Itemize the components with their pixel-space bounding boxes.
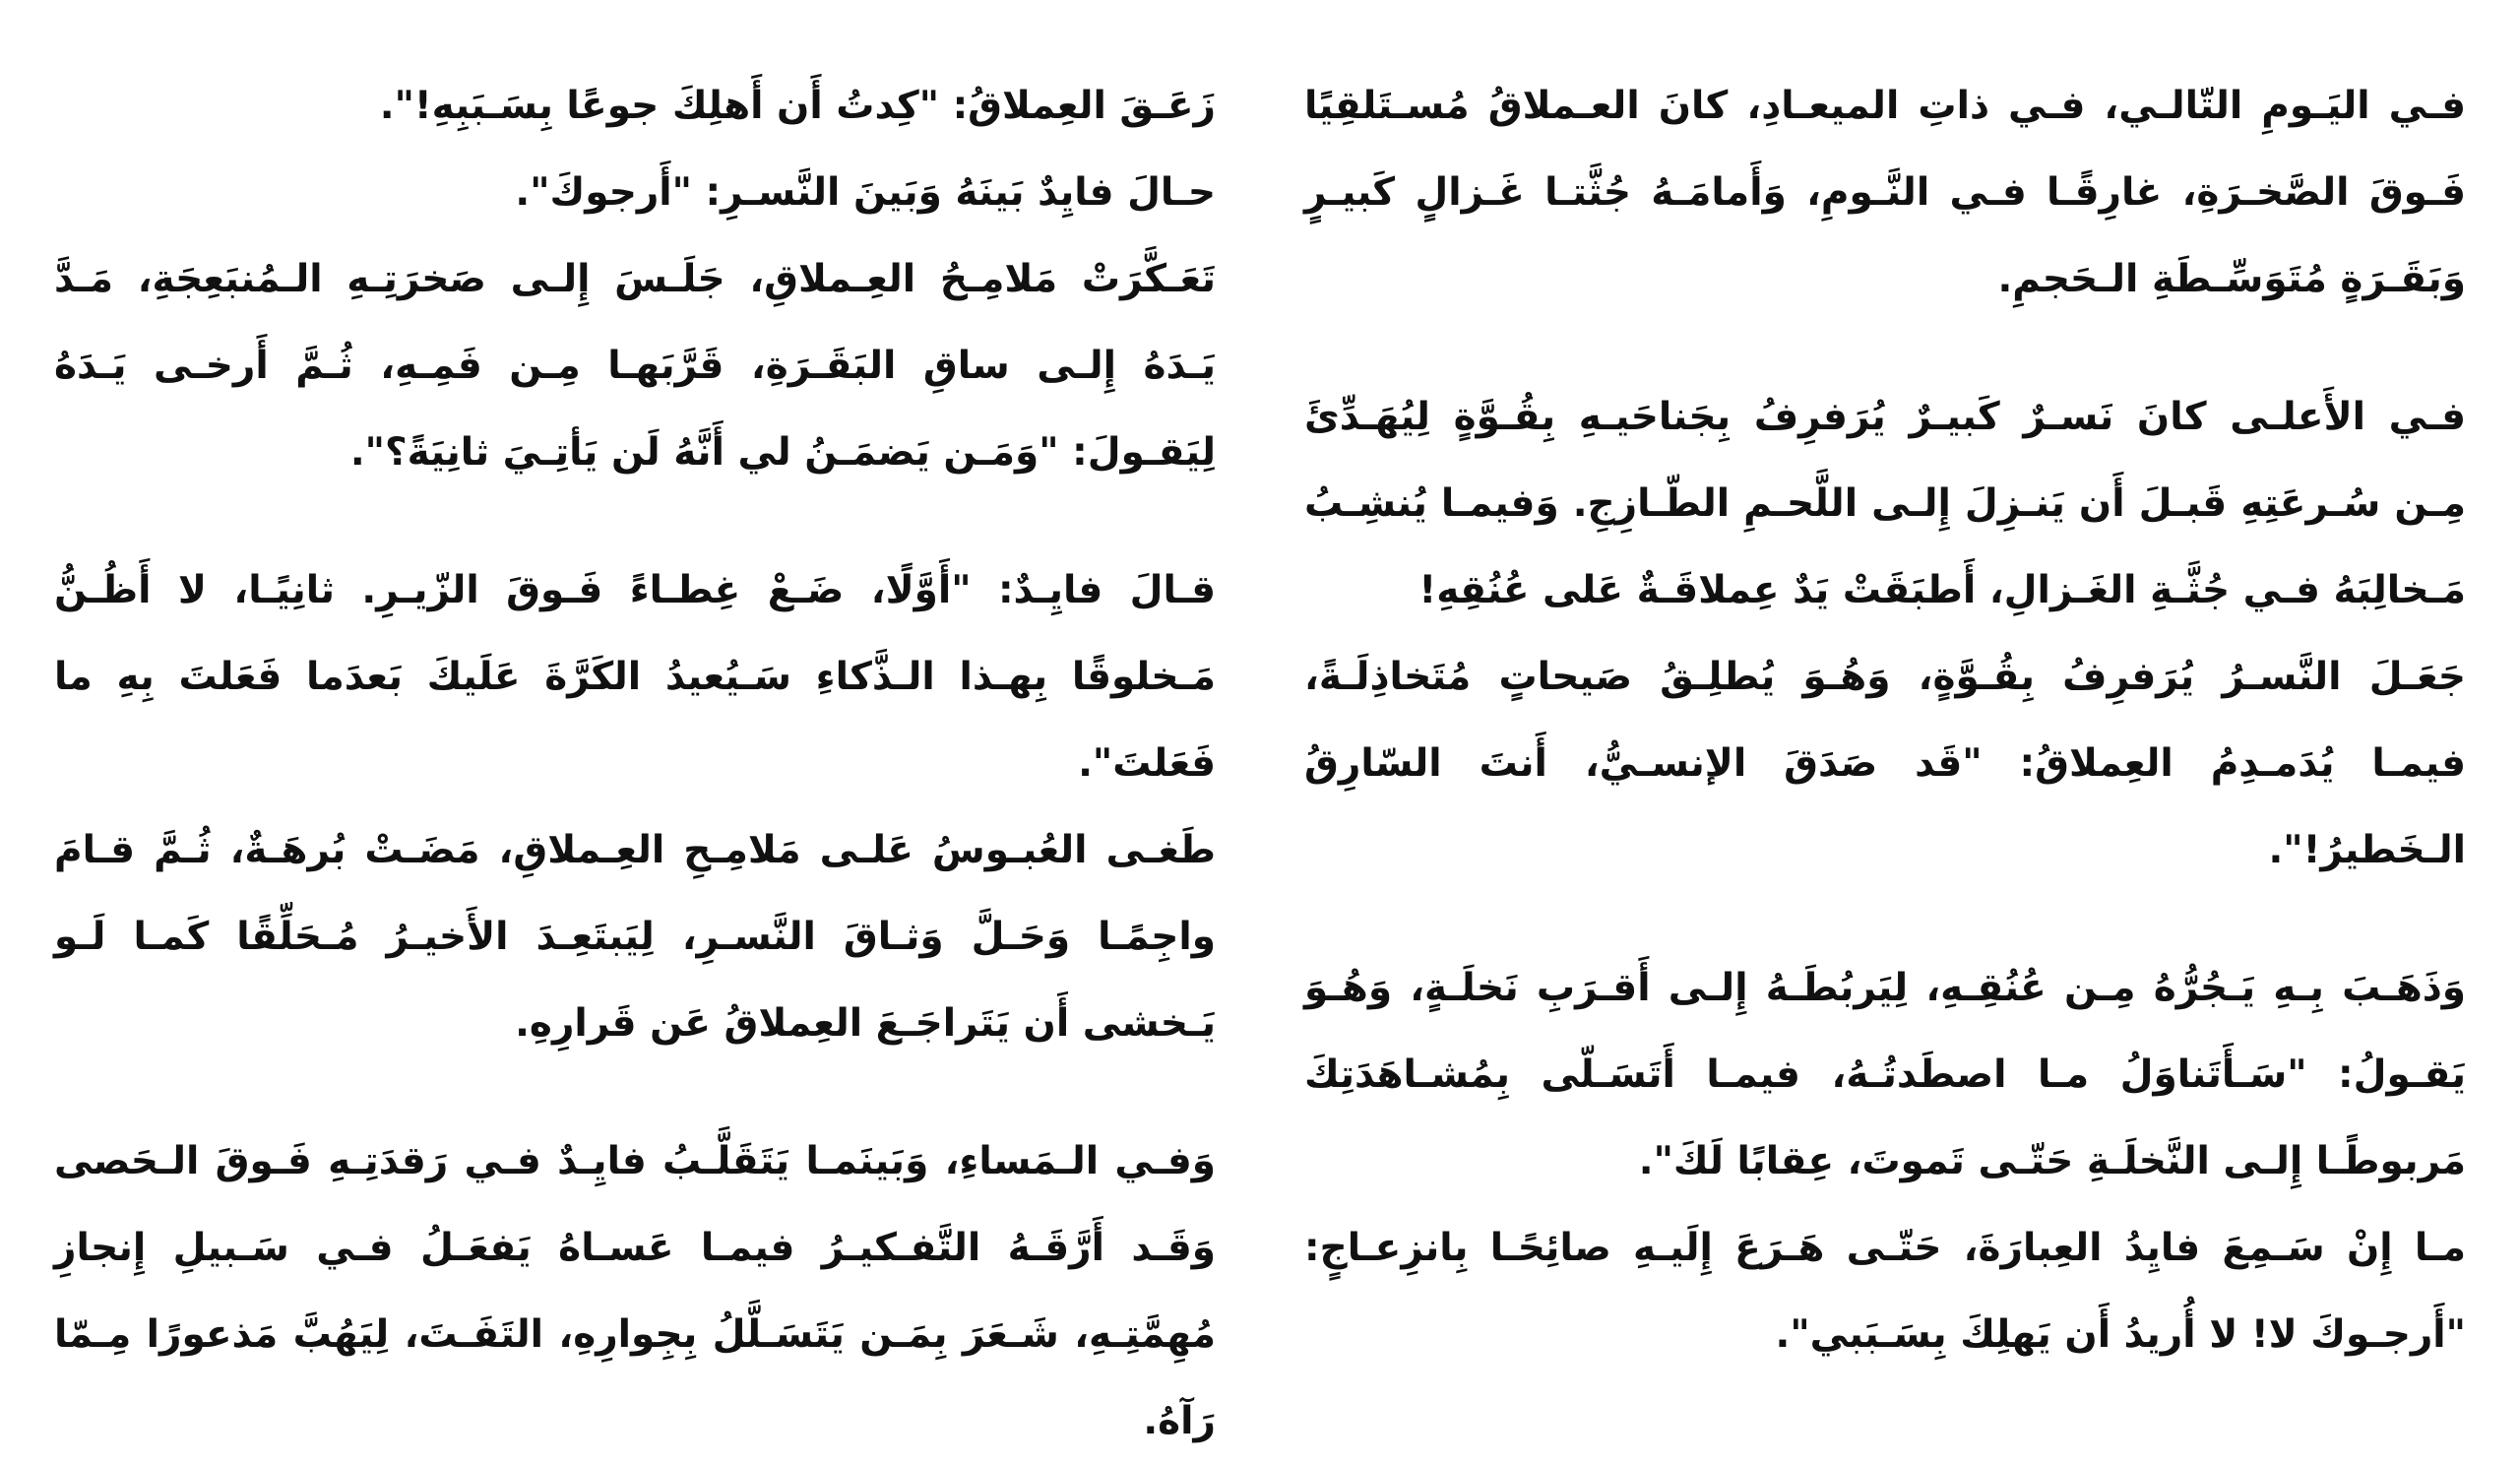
paragraph: جَعَـلَ النَّسـرُ يُرَفرِفُ بِقُـوَّةٍ، وَهُـوَ يُطلِـقُ صَيحاتٍ مُتَخاذِلَـةً، فيمـا يُدَمـدِمُ العِملاقُ: "قَد صَدَقَ الإنسـيُّ، أَنتَ السّارِقُ الـخَطيرُ!". (1304, 655, 2466, 872)
paragraph: وَذَهَـبَ بِـهِ يَـجُرُّهُ مِـن عُنُقِـهِ، لِيَربُطَـهُ إِلـى أَقـرَبِ نَخلَـةٍ، وَهُـوَ يَقـولُ: "سَـأَتَناوَلُ مـا اصطَدتُـهُ، فيمـا أَتَسَـلّى بِمُشـاهَدَتِكَ مَربوطًـا إِلـى النَّخلَـةِ حَتّـى تَموتَ، عِقابًا لَكَ". (1304, 966, 2466, 1183)
paragraph: طَغـى العُبـوسُ عَلـى مَلامِـحِ العِـملاقِ، مَضَـتْ بُرهَـةٌ، ثُـمَّ قـامَ واجِمًـا وَحَـلَّ وَثـاقَ النَّسـرِ، لِيَبتَعِـدَ الأَخيـرُ مُـحَلِّقًا كَمـا لَـو يَـخشى أَن يَتَراجَـعَ العِملاقُ عَن قَرارِهِ. (54, 828, 1216, 1046)
paragraph: زَعَـقَ العِملاقُ: "كِدتُ أَن أَهلِكَ جوعًا بِسَـبَبِهِ!". (379, 84, 1216, 128)
left-page-text (54, 63, 1216, 1465)
right-page-text (1304, 63, 2466, 1378)
paragraph: فـي الأَعلـى كانَ نَسـرٌ كَبيـرٌ يُرَفرِفُ بِجَناحَيـهِ بِقُـوَّةٍ لِيُهَـدِّئَ مِـن سُـرعَتِهِ قَبـلَ أَن يَنـزِلَ إِلـى اللَّحـمِ الطّـازِجِ. وَفيمـا يُنشِـبُ مَـخالِبَهُ فـي جُثَّـةِ الغَـزالِ، أَطبَقَتْ يَدٌ عِملاقَـةٌ عَلى عُنُقِهِ! (1304, 395, 2466, 612)
paragraph: تَعَـكَّرَتْ مَلامِـحُ العِـملاقِ، جَلَـسَ إِلـى صَخرَتِـهِ الـمُنبَعِجَةِ، مَـدَّ يَـدَهُ إِلـى ساقِ البَقَـرَةِ، قَرَّبَهـا مِـن فَمِـهِ، ثُـمَّ أَرخـى يَـدَهُ لِيَقـولَ: "وَمَـن يَضمَـنُ لي أَنَّهُ لَن يَأتِـيَ ثانِيَةً؟". (54, 257, 1216, 475)
paragraph: قـالَ فايِـدٌ: "أَوَّلًا، ضَـعْ غِطـاءً فَـوقَ الزّيـرِ. ثانِيًـا، لا أَظُـنُّ مَـخلوقًا بِهـذا الـذَّكاءِ سَـيُعيدُ الكَرَّةَ عَلَيكَ بَعدَما فَعَلتَ بِهِ ما فَعَلتَ". (54, 568, 1216, 786)
paragraph: فـي اليَـومِ التّالـي، فـي ذاتِ الميعـادِ، كانَ العـملاقُ مُسـتَلقِيًا فَـوقَ الصَّخـرَةِ، غارِقًـا فـي النَّـومِ، وَأَمامَـهُ جُثَّتـا غَـزالٍ كَبيـرٍ وَبَقَـرَةٍ مُتَوَسِّـطَةِ الـحَجمِ. (1304, 84, 2466, 301)
paragraph: مـا إِنْ سَـمِعَ فايِدُ العِبارَةَ، حَتّـى هَـرَعَ إِلَيـهِ صائِحًـا بِانزِعـاجٍ: "أَرجـوكَ لا! لا أُريدُ أَن يَهلِكَ بِسَـبَبي". (1304, 1226, 2466, 1357)
paragraph: حـالَ فايِدٌ بَينَهُ وَبَينَ النَّسـرِ: "أَرجوكَ". (515, 170, 1216, 215)
paragraph: وَفـي الـمَساءِ، وَبَينَمـا يَتَقَلَّـبُ فايِـدٌ فـي رَقدَتِـهِ فَـوقَ الـحَصى وَقَـد أَرَّقَـهُ التَّفـكيـرُ فيمـا عَسـاهُ يَفعَـلُ فـي سَـبيلِ إِنجازِ مُهِمَّتِـهِ، شَـعَرَ بِمَـن يَتَسَـلَّلُ بِجِوارِهِ، التَفَـتَ، لِيَهُبَّ مَذعورًا مِـمّا رَآهُ. (54, 1139, 1216, 1443)
